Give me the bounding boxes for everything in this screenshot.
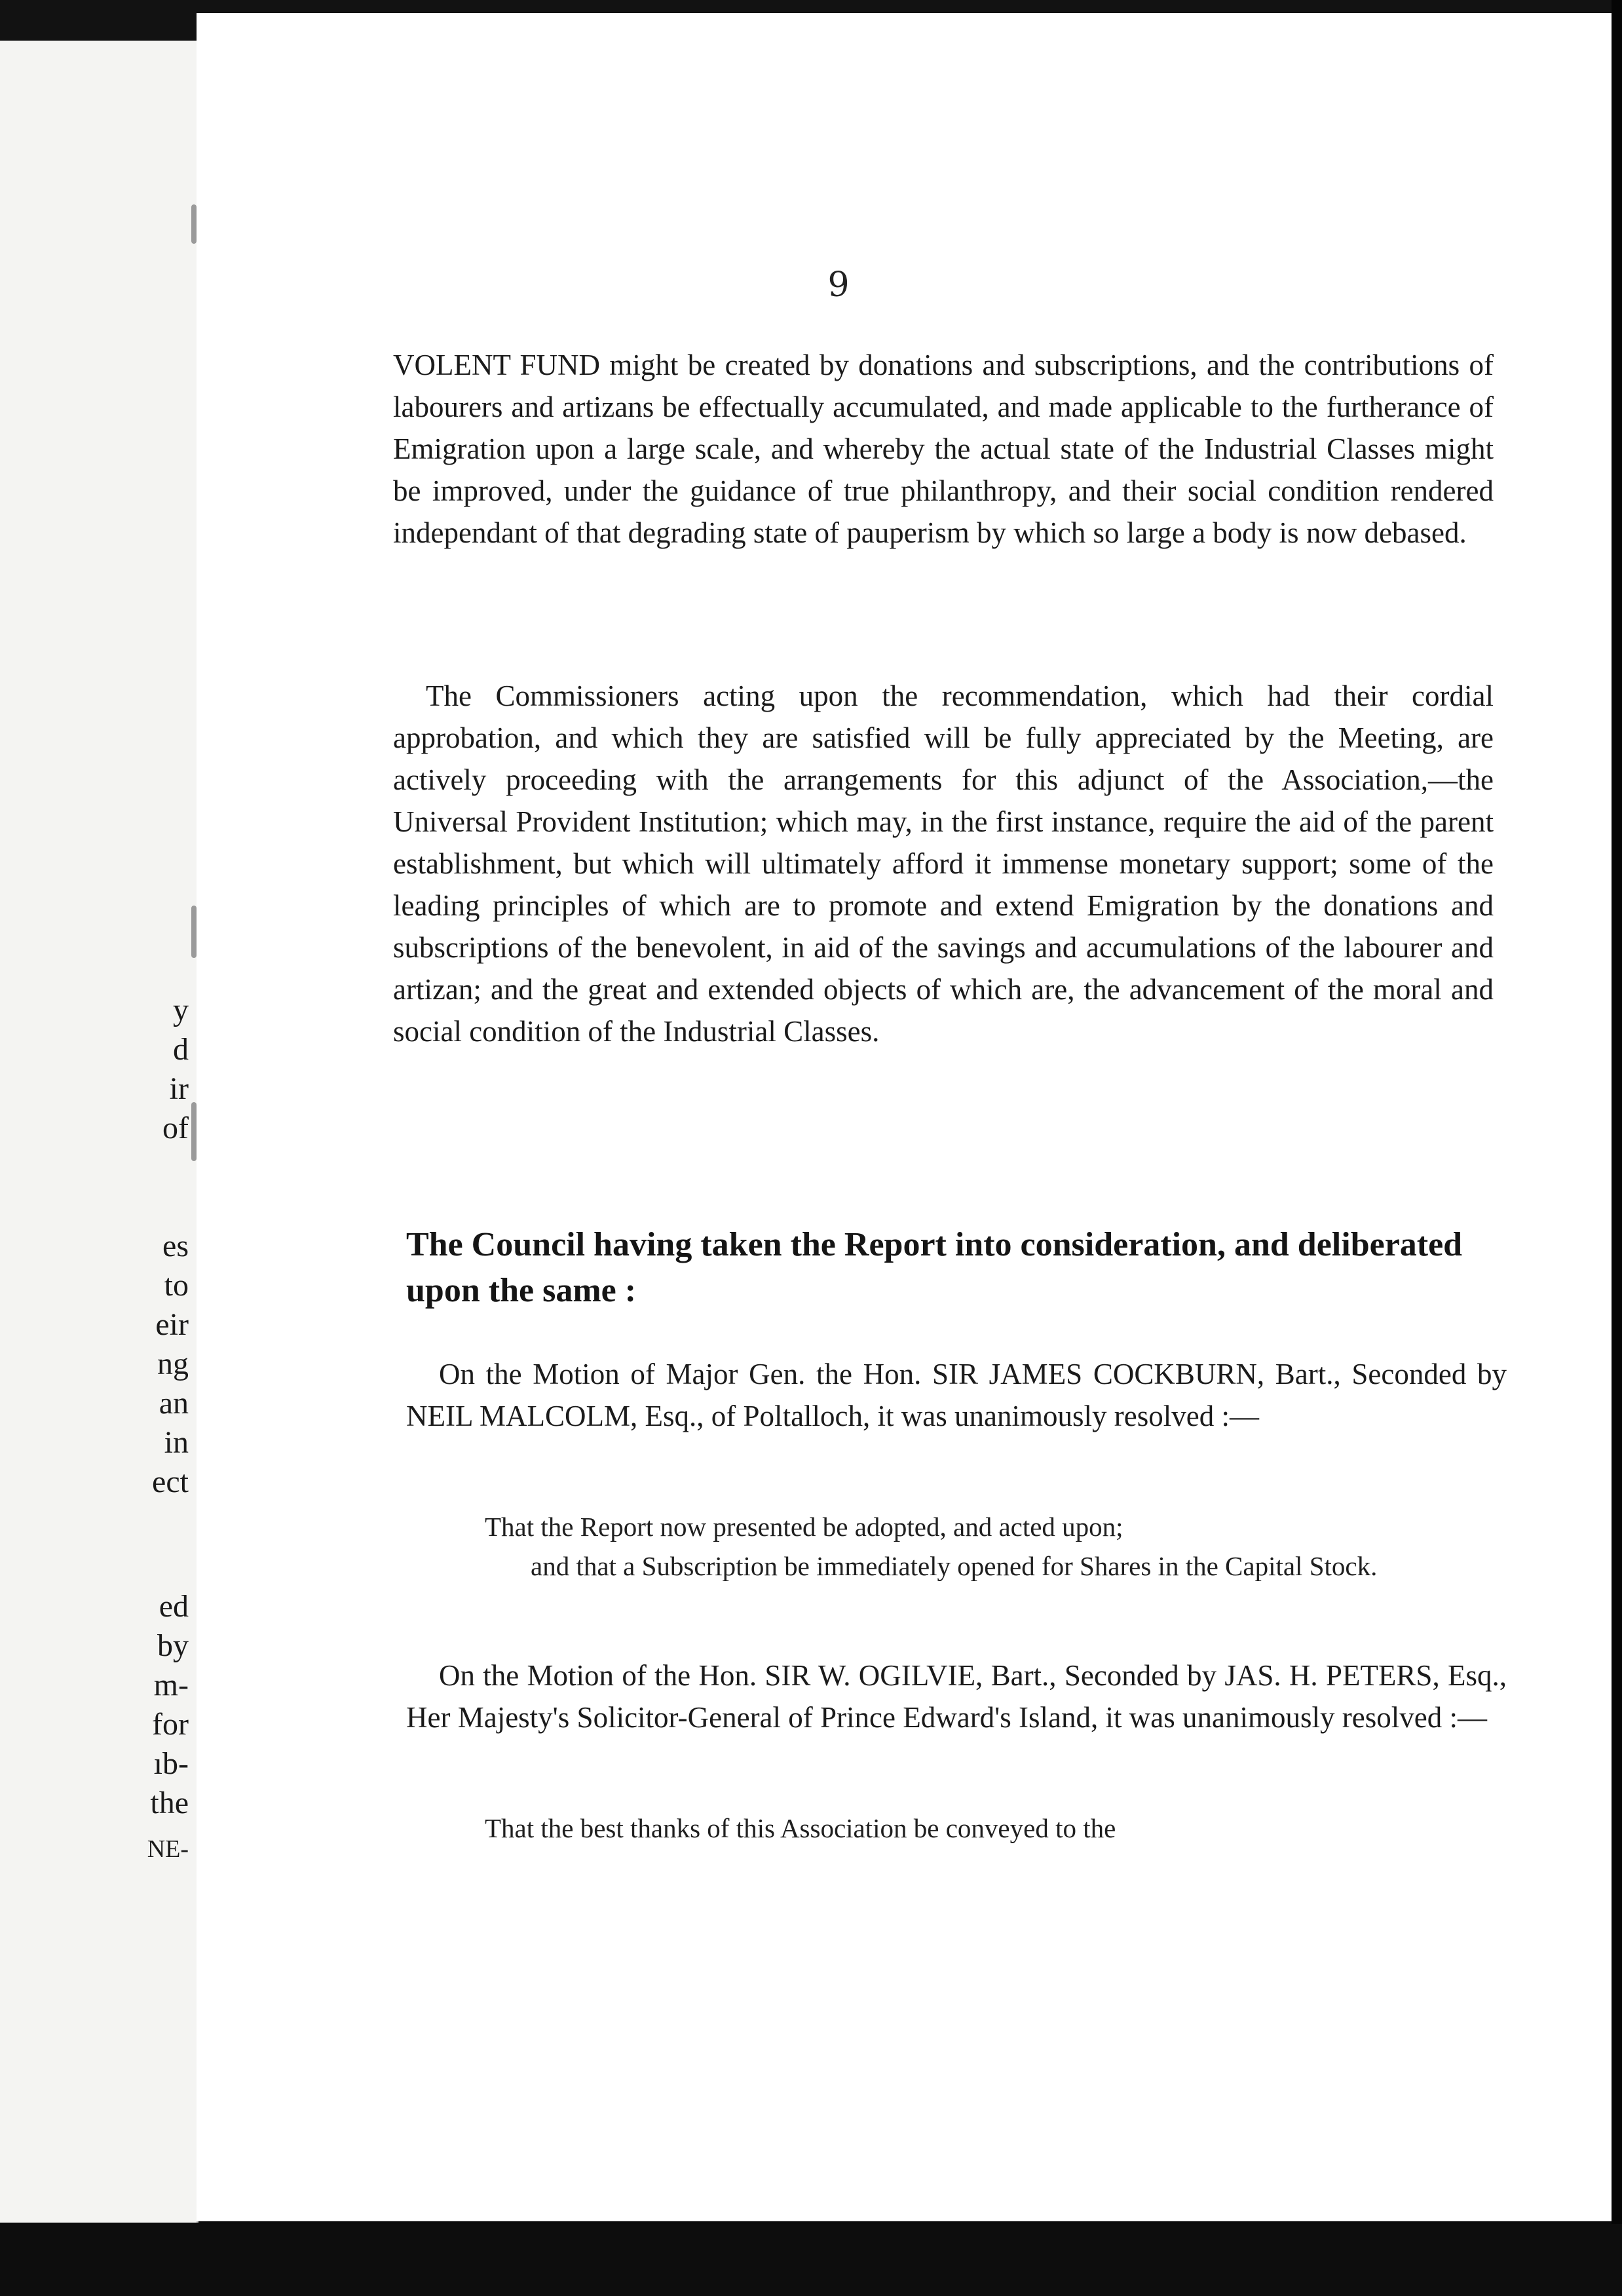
left-fragment-line: y <box>173 993 189 1027</box>
left-fragment-line: by <box>157 1628 189 1663</box>
left-fragment-line: eir <box>155 1307 189 1342</box>
resolution-1-continuation: and that a Subscription be immediately opened for Shares in the Capital Stock. <box>531 1551 1378 1581</box>
council-heading: The Council having taken the Report into consideration, and deliberated upon the same : <box>406 1226 1463 1309</box>
left-fragment-line: for <box>152 1707 189 1742</box>
left-fragment-line: ir <box>169 1071 189 1106</box>
resolution-2-first-line: That the best thanks of this Association be conveyed to the <box>485 1813 1116 1843</box>
binding-mark <box>191 1102 197 1161</box>
left-fragment-line: ng <box>157 1347 189 1381</box>
scan-border-bottom <box>0 2224 1622 2296</box>
document-page <box>197 13 1612 2221</box>
previous-page-fragment <box>0 41 198 2223</box>
left-fragment-line: NE- <box>147 1835 189 1863</box>
left-fragment-line: es <box>162 1229 189 1263</box>
resolution-1-first-line: That the Report now presented be adopted, and acted upon; <box>485 1512 1123 1542</box>
left-fragment-line: in <box>164 1425 189 1460</box>
left-fragment-line: the <box>150 1786 189 1820</box>
page-number: 9 <box>827 265 850 305</box>
left-fragment-line: of <box>162 1111 189 1145</box>
motion-1: On the Motion of Major Gen. the Hon. SIR JAMES COCKBURN, Bart., Seconded by NEIL MALCOLM, Esq., of Poltalloch, it was unanimously resolved :— <box>406 1358 1507 1432</box>
paragraph-1: VOLENT FUND might be created by donations and subscriptions, and the contributions of labourers and artizans be effectually accumulated, and made applicable to the furtherance of Emigration upon a large scale, and whereby the actual state of the Industrial Classes might be improved, under the guidance of true philanthropy, and their social condition rendered independant of that degrading state of pauperism by which so large a body is now debased. <box>393 349 1494 549</box>
scan-border-right <box>1612 0 1622 2296</box>
left-fragment-line: ıb- <box>153 1746 189 1781</box>
motion-2: On the Motion of the Hon. SIR W. OGILVIE, Bart., Seconded by JAS. H. PETERS, Esq., Her Majesty's Solicitor-General of Prince Edward's Island, it was unanimously resolved :— <box>406 1659 1507 1734</box>
resolution-2 <box>485 1808 1507 1848</box>
left-fragment-line: m- <box>153 1668 189 1702</box>
paragraph-2: The Commissioners acting upon the recommendation, which had their cordial approbation, and which they are satisfied will be fully appreciated by the Meeting, are actively proceeding with the arrangements for this adjunct of the Association,—the Universal Provident Institution; which may, in the first instance, require the aid of the parent establishment, but which will ultimately afford it immense monetary support; some of the leading principles of which are to promote and extend Emigration by the donations and subscriptions of the benevolent, in aid of the savings and accumulations of the labourer and artizan; and the great and extended objects of which are, the advancement of the moral and social condition of the Industrial Classes. <box>393 679 1494 1048</box>
resolution-1 <box>485 1507 1507 1586</box>
binding-mark <box>191 906 197 958</box>
left-fragment-line: d <box>173 1032 189 1067</box>
binding-mark <box>191 204 197 244</box>
left-fragment-line: an <box>159 1386 189 1421</box>
left-fragment-line: ed <box>159 1589 189 1624</box>
left-fragment-line: to <box>164 1268 189 1303</box>
left-fragment-line: ect <box>152 1464 189 1499</box>
